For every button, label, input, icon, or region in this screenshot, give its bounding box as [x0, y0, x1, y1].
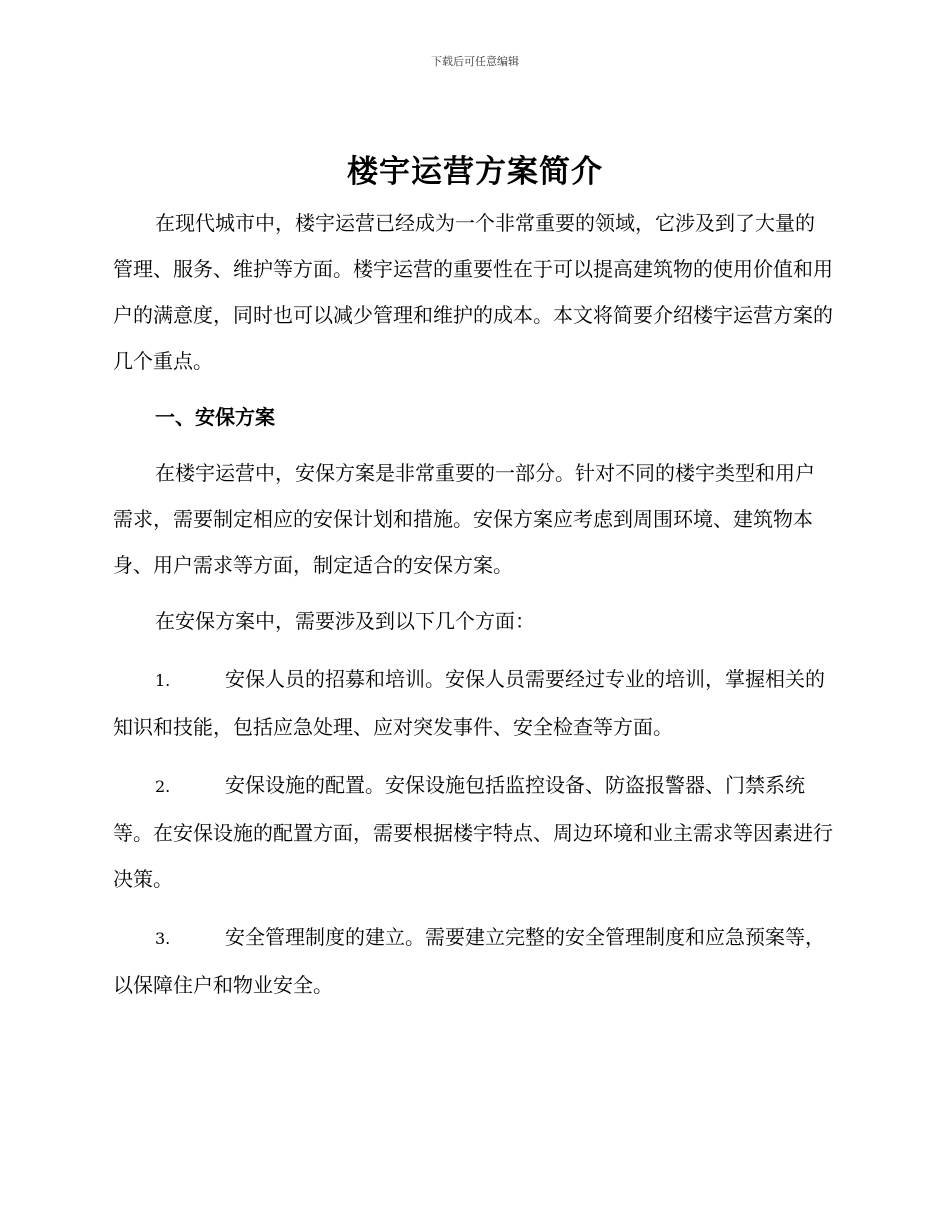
document-title: 楼宇运营方案简介: [347, 154, 603, 190]
list-item: [113, 762, 833, 902]
list-item-number: 1.: [155, 671, 171, 690]
list-item: [113, 656, 833, 750]
intro-paragraph: 在现代城市中，楼宇运营已经成为一个非常重要的领域，它涉及到了大量的管理、服务、维护等方面。楼宇运营的重要性在于可以提高建筑物的使用价值和用户的满意度，同时也可以减少管理和维护的成本。本文将简要介绍楼宇运营方案的几个重点。: [113, 211, 833, 373]
list-item-text: 安保设施的配置。安保设施包括监控设备、防盗报警器、门禁系统等。在安保设施的配置方面，需要根据楼宇特点、周边环境和业主需求等因素进行决策。: [113, 773, 833, 891]
security-paragraph-2: 在安保方案中，需要涉及到以下几个方面：: [155, 609, 535, 633]
list-item-text: 安保人员的招募和培训。安保人员需要经过专业的培训，掌握相关的知识和技能，包括应急处理、应对突发事件、安全检查等方面。: [113, 667, 825, 739]
section-heading-security: 一、安保方案: [155, 405, 275, 429]
header-note: 下载后可任意编辑: [431, 55, 519, 68]
list-item: [113, 914, 833, 1008]
list-item-number: 3.: [155, 929, 171, 948]
document-body: [113, 200, 833, 1008]
list-item-text: 安全管理制度的建立。需要建立完整的安全管理制度和应急预案等，以保障住户和物业安全。: [113, 925, 825, 997]
security-paragraph-1: 在楼宇运营中，安保方案是非常重要的一部分。针对不同的楼宇类型和用户需求，需要制定相应的安保计划和措施。安保方案应考虑到周围环境、建筑物本身、用户需求等方面，制定适合的安保方案。: [113, 461, 815, 577]
list-item-number: 2.: [155, 777, 171, 796]
